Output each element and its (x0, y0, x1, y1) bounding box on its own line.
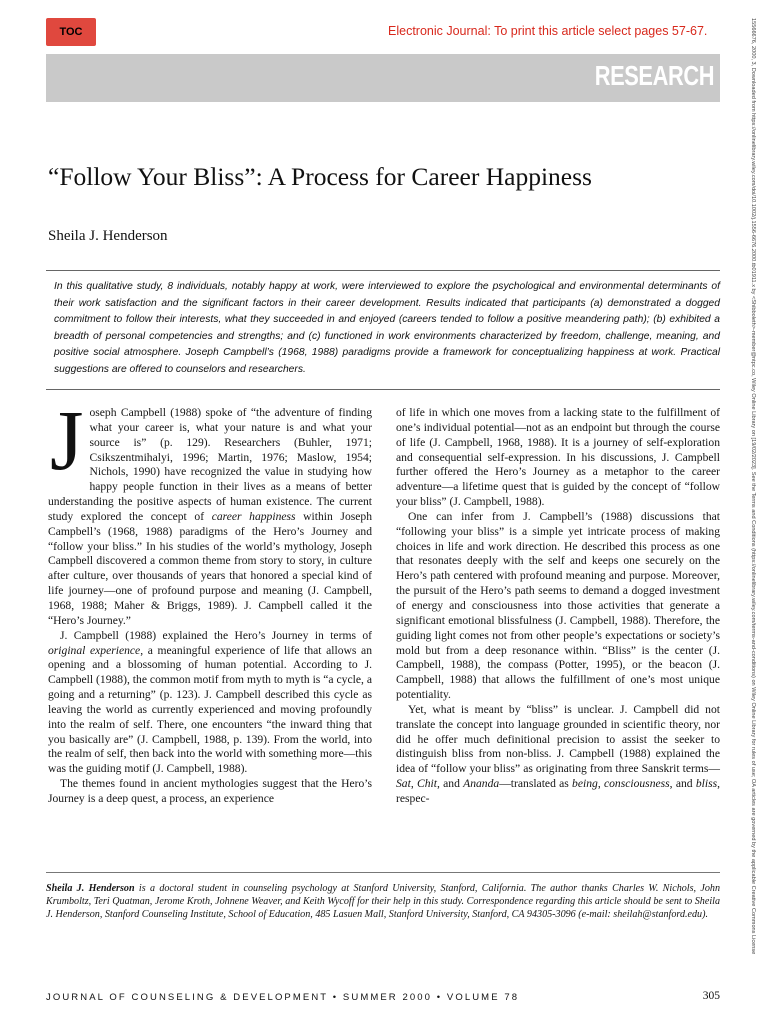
body-paragraph: of life in which one moves from a lacking state to the fulfillment of one’s individual potential—not as an endpoint but through the course of life (J. Campbell, 1968, 1988). It is a journey of self-exploration and consequential self-expression. In his discussions, J. Campbell further offered the Hero’s Journey as a metaphor to the career adventure—a lifetime quest that is guided by the concept of “follow your bliss” (J. Campbell, 1988). (396, 406, 720, 509)
footnote-author-name: Sheila J. Henderson (46, 883, 135, 894)
drop-cap: J (50, 392, 84, 488)
article-author: Sheila J. Henderson (48, 228, 168, 244)
section-banner (46, 54, 720, 102)
footnote-text: is a doctoral student in counseling psychology at Stanford University, Stanford, California. The author thanks Charles W. Nichols, John Krumboltz, Teri Quatman, Jerome Kroth, Johnene Weaver, and Keith Wycoff for their help in this study. Correspondence regarding this article should be sent to Sheila J. Henderson, Stanford Counseling Institute, School of Education, 485 Lasuen Mall, Stanford University, Stanford, CA 94305-3096 (e-mail: sheilah@stanford.edu). (46, 883, 720, 921)
body-paragraph: Joseph Campbell (1988) spoke of “the adventure of finding what your career is, what your nature is and what your source is” (p. 129). Researchers (Buhler, 1971; Csikszentmihalyi, 1996; Martin, 1976; Maslow, 1954; Nichols, 1990) have recognized the value in studying how happy people function in their lives as a means of better understanding the positive aspects of human existence. The current study explored the concept of career happiness within Joseph Campbell’s (1968, 1988) paradigms of the Hero’s Journey and “follow your bliss.” In his studies of the world’s mythology, Joseph Campbell discovered a common theme from story to story, in culture after culture, over thousands of years that honored a special kind of life journey—one of profound purpose and meaning (J. Campbell, 1968, 1988; Maher & Briggs, 1989). J. Campbell called it the “Hero’s Journey.” (48, 392, 372, 627)
body-column-left (48, 392, 372, 807)
download-side-note: 15566676, 2000, 3, Downloaded from https://onlinelibrary.wiley.com/doi/10.1002/j.1556-6676.2000.tb01911.x by <Shibboleth>-member@ntpc.co, Wiley Online Library on [19/02/2023]. See the Terms and Conditions (https://onlinelibrary.wiley.com/terms-and-conditions) on Wiley Online Library for rules of use; OA articles are governed by the applicable Creative Commons License (750, 18, 756, 955)
section-label: RESEARCH (594, 60, 714, 91)
page-number: 305 (702, 990, 720, 1002)
body-column-right (396, 406, 720, 807)
author-footnote (46, 872, 720, 921)
abstract: In this qualitative study, 8 individuals, notably happy at work, were interviewed to explore the psychological and environmental determinants of their work satisfaction and the significant factors in their career development. Results indicated that participants (a) demonstrated a dogged commitment to follow their interests, what they succeeded in and enjoyed (careers tended to follow a positive meandering path); (b) exhibited a breadth of personal competencies and strengths; and (c) functioned in work environments characterized by freedom, challenge, meaning, and positive social atmosphere. Joseph Campbell’s (1968, 1988) paradigms provide a framework for conceptualizing happiness at work. Practical suggestions are offered to counselors and researchers. (46, 270, 720, 390)
print-instructions: Electronic Journal: To print this article select pages 57-67. (388, 24, 708, 38)
body-paragraph: The themes found in ancient mythologies suggest that the Hero’s Journey is a deep quest, a process, an experience (48, 777, 372, 805)
body-paragraph: J. Campbell (1988) explained the Hero’s Journey in terms of original experience, a meaningful experience of life that allows an opening and a blossoming of human potential. According to J. Campbell (1988), the common motif from myth to myth is “a cycle, a going and a returning” (p. 123). J. Campbell described this cycle as leaving the world as currently experienced and moving profoundly into the realm of self. There, one encounters “the inward thing that you basically are” (J. Campbell, 1988, p. 139). From the world, into the realm of self, then back into the world with something more—this was the guiding motif (J. Campbell, 1988). (48, 628, 372, 776)
toc-button[interactable]: TOC (46, 18, 96, 46)
article-title: “Follow Your Bliss”: A Process for Career Happiness (48, 162, 592, 192)
journal-footer: JOURNAL OF COUNSELING & DEVELOPMENT • SUMMER 2000 • VOLUME 78 (46, 992, 520, 1003)
body-paragraph: Yet, what is meant by “bliss” is unclear. J. Campbell did not translate the concept into language grounded in scientific theory, nor did he offer much definitional precision to assist the seeker to distinguish bliss from non-bliss. J. Campbell (1988) explained the idea of “follow your bliss” as originating from three Sanskrit terms—Sat, Chit, and Ananda—translated as being, consciousness, and bliss, respec- (396, 702, 720, 805)
body-paragraph: One can infer from J. Campbell’s (1988) discussions that “following your bliss” is a simple yet intricate process of making choices in life and work direction. He described this process as one that resonates deeply with the self and keeps one securely on the Hero’s path centered with profound meaning and purpose. Moreover, the pursuit of the Hero’s path seems to demand a dogged investment of energy and consciousness into those activities that generate a significant emotional blissfulness (J. Campbell, 1988). Therefore, the guiding light comes not from other people’s expectations or society’s mold but from a deep resonance within. “Bliss” is the center (J. Campbell, 1988), the compass (Potter, 1995), or the beacon (J. Campbell, 1988) that allows the fulfillment of one’s most unique potentiality. (396, 509, 720, 702)
